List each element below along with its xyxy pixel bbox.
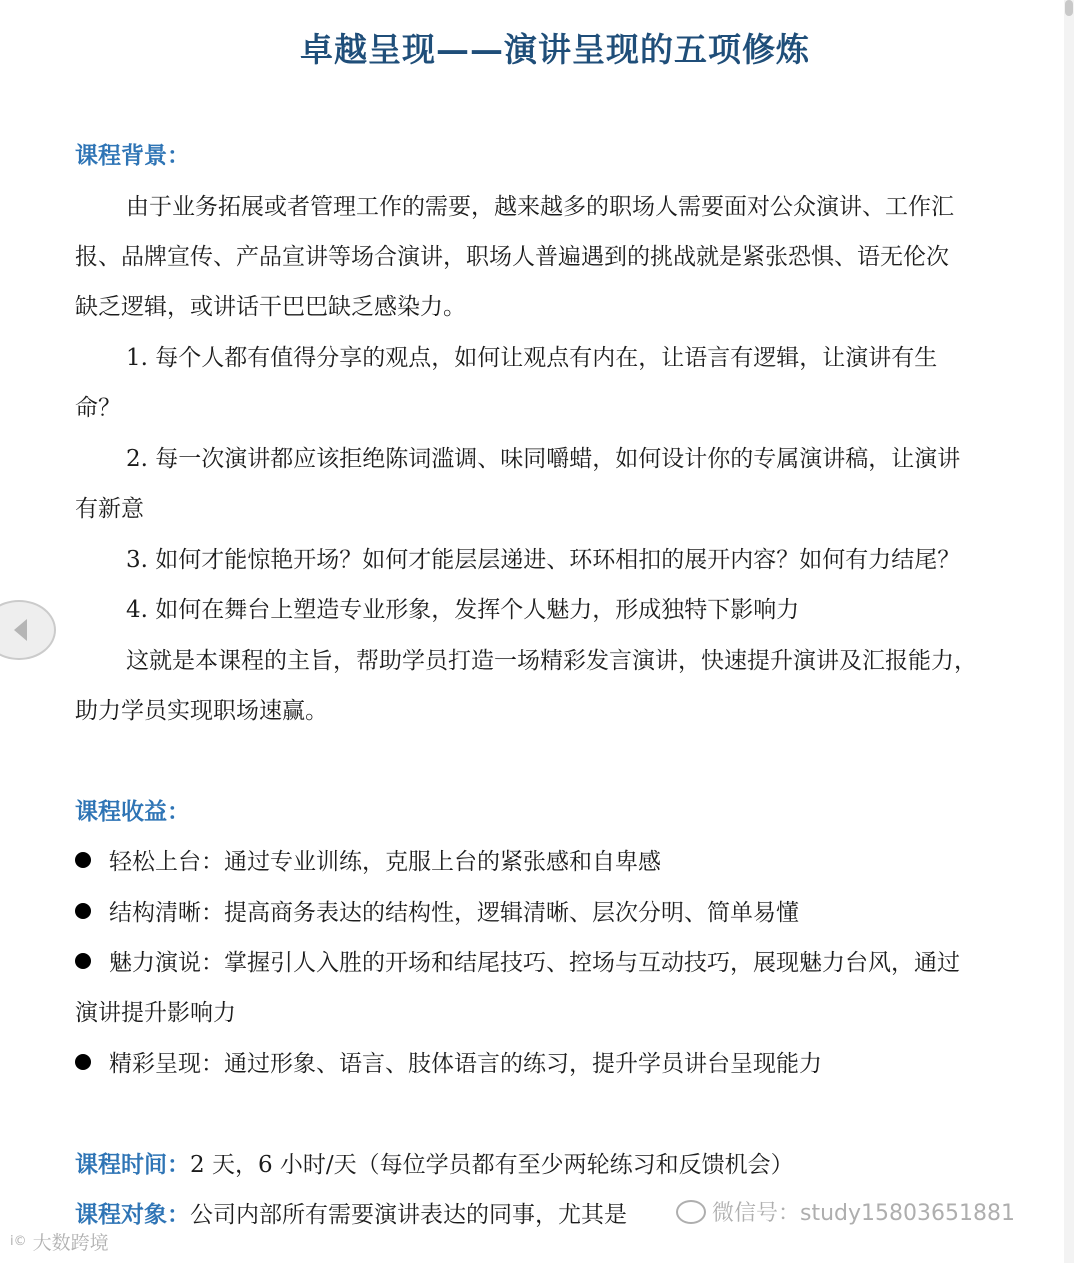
benefit-text: 轻松上台：通过专业训练，克服上台的紧张感和自卑感 <box>109 849 661 875</box>
question-item-4: 4. 如何在舞台上塑造专业形象，发挥个人魅力，形成独特下影响力 <box>126 597 800 623</box>
question-item-2-cont: 有新意 <box>75 496 144 522</box>
chevron-left-icon <box>14 619 27 641</box>
bullet-icon <box>75 1054 91 1070</box>
watermark-right <box>676 1196 1056 1227</box>
course-time <box>75 1150 794 1180</box>
benefit-item <box>75 847 661 877</box>
course-audience <box>75 1200 627 1230</box>
background-summary-line-2: 助力学员实现职场速赢。 <box>75 698 328 724</box>
course-time-label: 课程时间： <box>75 1151 190 1178</box>
question-item-3: 3. 如何才能惊艳开场？如何才能层层递进、环环相扣的展开内容？如何有力结尾？ <box>126 547 961 573</box>
watermark-brand: 大数跨境 <box>32 1232 109 1254</box>
background-intro-line-3: 缺乏逻辑，或讲话干巴巴缺乏感染力。 <box>75 294 466 320</box>
course-time-value: 2 天，6 小时/天（每位学员都有至少两轮练习和反馈机会） <box>190 1152 794 1178</box>
question-item-1: 1. 每个人都有值得分享的观点，如何让观点有内在，让语言有逻辑，让演讲有生 <box>126 345 938 371</box>
question-item-2: 2. 每一次演讲都应该拒绝陈词滥调、味同嚼蜡，如何设计你的专属演讲稿，让演讲 <box>126 446 961 472</box>
page-title: 卓越呈现——演讲呈现的五项修炼 <box>300 30 810 69</box>
bullet-icon <box>75 903 91 919</box>
bullet-icon <box>75 852 91 868</box>
bullet-icon <box>75 953 91 969</box>
background-summary-line-1: 这就是本课程的主旨，帮助学员打造一场精彩发言演讲，快速提升演讲及汇报能力， <box>126 648 977 674</box>
watermark-left <box>10 1228 109 1255</box>
benefit-text: 精彩呈现：通过形象、语言、肢体语言的练习，提升学员讲台呈现能力 <box>109 1051 822 1077</box>
benefit-text: 结构清晰：提高商务表达的结构性，逻辑清晰、层次分明、简单易懂 <box>109 900 799 926</box>
course-audience-label: 课程对象： <box>75 1201 190 1228</box>
benefit-item <box>75 898 799 928</box>
course-audience-value: 公司内部所有需要演讲表达的同事，尤其是 <box>190 1202 627 1228</box>
previous-page-button[interactable] <box>0 600 56 660</box>
benefit-item-cont: 演讲提升影响力 <box>75 1000 236 1026</box>
background-heading: 课程背景： <box>75 142 190 169</box>
background-intro-line-2: 报、品牌宣传、产品宣讲等场合演讲，职场人普遍遇到的挑战就是紧张恐惧、语无伦次 <box>75 244 949 270</box>
question-item-1-cont: 命？ <box>75 395 121 421</box>
benefits-heading: 课程收益： <box>75 798 190 825</box>
benefit-item <box>75 948 960 978</box>
watermark-small-text: i© <box>10 1234 27 1249</box>
background-intro-line-1: 由于业务拓展或者管理工作的需要，越来越多的职场人需要面对公众演讲、工作汇 <box>126 194 954 220</box>
scrollbar-track[interactable] <box>1064 0 1074 1263</box>
benefit-text: 魅力演说：掌握引人入胜的开场和结尾技巧、控场与互动技巧，展现魅力台风，通过 <box>109 950 960 976</box>
benefit-item <box>75 1049 822 1079</box>
watermark-wechat-id: 微信号：study15803651881 <box>712 1201 1015 1226</box>
scrollbar-thumb[interactable] <box>1065 0 1073 16</box>
wechat-icon <box>676 1200 706 1224</box>
